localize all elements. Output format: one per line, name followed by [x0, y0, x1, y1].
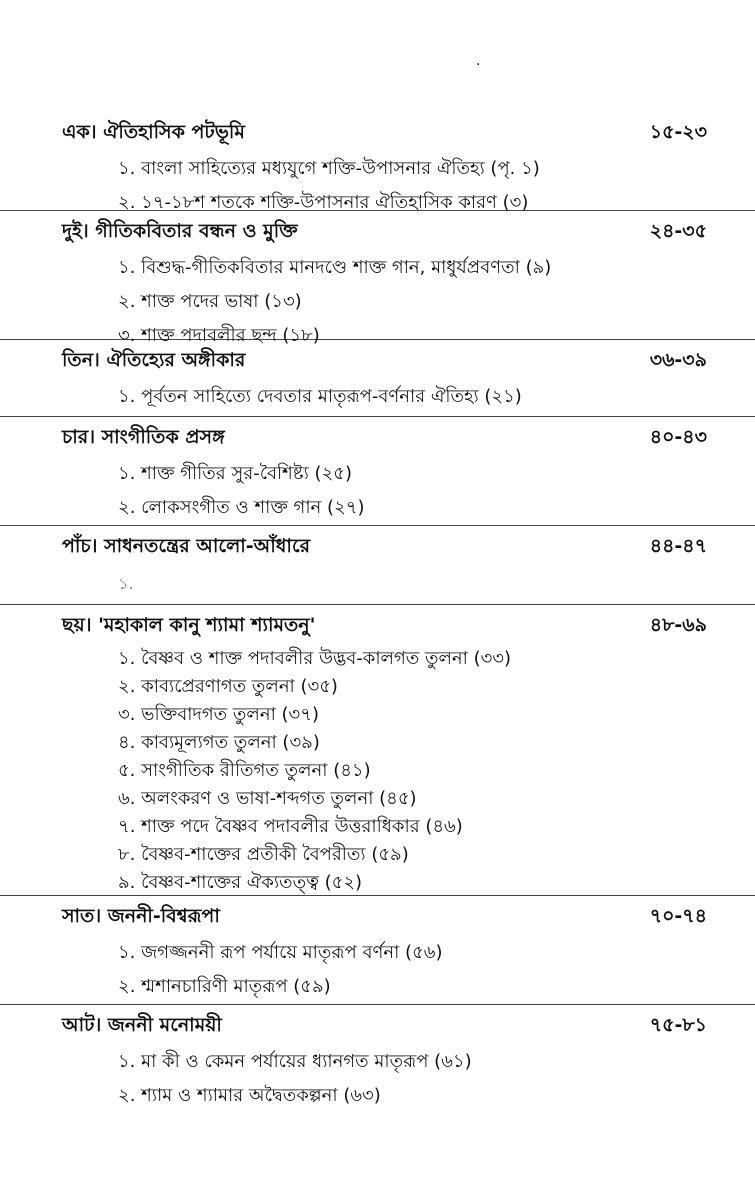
section-item: ১. পূর্বতন সাহিত্যে দেবতার মাতৃরূপ-বর্ণনার ঐতিহ্য (২১): [118, 386, 522, 407]
page-range: ৭৫-৮১: [649, 1014, 707, 1036]
section-item: ২. শাক্ত পদের ভাষা (১৩): [118, 291, 302, 312]
section-item: ২. কাব্যপ্রেরণাগত তুলনা (৩৫): [118, 676, 338, 697]
section-item: ২. শ্মশানচারিণী মাতৃরূপ (৫৯): [118, 976, 331, 997]
chapter-heading: [62, 605, 707, 645]
page-range: ৭০-৭৪: [649, 905, 707, 927]
section-item: ১.: [118, 574, 134, 593]
section-item: ১. শাক্ত গীতির সুর-বৈশিষ্ট্য (২৫): [118, 463, 352, 484]
chapter-title: এক। ঐতিহাসিক পটভূমি: [62, 121, 245, 143]
chapter-title: দুই। গীতিকবিতার বন্ধন ও মুক্তি: [62, 220, 298, 242]
page-range: ৪৪-৪৭: [649, 535, 707, 557]
chapter-5: [0, 526, 755, 605]
chapter-title: পাঁচ। সাধনতন্ত্রের আলো-আঁধারে: [62, 535, 311, 557]
chapter-title: চার। সাংগীতিক প্রসঙ্গ: [62, 426, 225, 448]
section-item: ৯. বৈষ্ণব-শাক্তের ঐক্যতত্ত্ব (৫২): [118, 872, 363, 893]
chapter-heading: [62, 526, 707, 566]
section-item: ৩. শাক্ত পদাবলীর ছন্দ (১৮): [118, 325, 320, 346]
section-item: ৫. সাংগীতিক রীতিগত তুলনা (৪১): [118, 760, 371, 781]
section-item: ১. জগজ্জননী রূপ পর্যায়ে মাতৃরূপ বর্ণনা (৫৬): [118, 942, 443, 963]
page-range: ২৪-৩৫: [649, 220, 707, 242]
chapter-4: [0, 417, 755, 526]
section-item: ১. মা কী ও কেমন পর্যায়ের ধ্যানগত মাতৃরূপ (৬১): [118, 1051, 472, 1072]
chapter-1: [0, 112, 755, 211]
chapter-heading: [62, 896, 707, 936]
section-item: ১. বাংলা সাহিত্যের মধ্যযুগে শক্তি-উপাসনার ঐতিহ্য (পৃ. ১): [118, 158, 540, 179]
chapter-6: [0, 605, 755, 896]
chapter-2: [0, 211, 755, 346]
section-item: ২. ১৭-১৮শ শতকে শক্তি-উপাসনার ঐতিহাসিক কারণ (৩): [118, 192, 529, 213]
speck-dot: ·: [476, 57, 481, 73]
section-item: ৪. কাব্যমূল্যগত তুলনা (৩৯): [118, 732, 320, 753]
chapter-3: [0, 340, 755, 417]
page-range: ৩৬-৩৯: [649, 349, 707, 371]
chapter-title: আট। জননী মনোময়ী: [62, 1014, 222, 1036]
chapter-heading: [62, 340, 707, 380]
chapter-heading: [62, 1005, 707, 1045]
section-item: ৭. শাক্ত পদে বৈষ্ণব পদাবলীর উত্তরাধিকার (৪৬): [118, 816, 463, 837]
chapter-heading: [62, 417, 707, 457]
section-item: ৬. অলংকরণ ও ভাষা-শব্দগত তুলনা (৪৫): [118, 788, 417, 809]
section-item: ১. বৈষ্ণব ও শাক্ত পদাবলীর উদ্ভব-কালগত তুলনা (৩৩): [118, 648, 512, 669]
chapter-list: [0, 112, 755, 1113]
chapter-heading: [62, 112, 707, 152]
page-range: ১৫-২৩: [649, 121, 707, 143]
section-item: ২. লোকসংগীত ও শাক্ত গান (২৭): [118, 497, 365, 518]
chapter-title: তিন। ঐতিহ্যের অঙ্গীকার: [62, 349, 246, 371]
section-item: ৩. ভক্তিবাদগত তুলনা (৩৭): [118, 704, 319, 725]
section-item: ১. বিশুদ্ধ-গীতিকবিতার মানদণ্ডে শাক্ত গান, মাধুর্যপ্রবণতা (৯): [118, 257, 552, 278]
section-item: ২. শ্যাম ও শ্যামার অদ্বৈতকল্পনা (৬৩): [118, 1085, 381, 1106]
chapter-heading: [62, 211, 707, 251]
page-range: ৪৮-৬৯: [649, 614, 707, 636]
chapter-title: সাত। জননী-বিশ্বরূপা: [62, 905, 220, 927]
chapter-8: [0, 1005, 755, 1113]
chapter-title: ছয়। 'মহাকাল কানু শ্যামা শ্যামতনু': [62, 614, 316, 636]
page-range: ৪০-৪৩: [649, 426, 707, 448]
chapter-7: [0, 896, 755, 1005]
section-item: ৮. বৈষ্ণব-শাক্তের প্রতীকী বৈপরীত্য (৫৯): [118, 844, 409, 865]
